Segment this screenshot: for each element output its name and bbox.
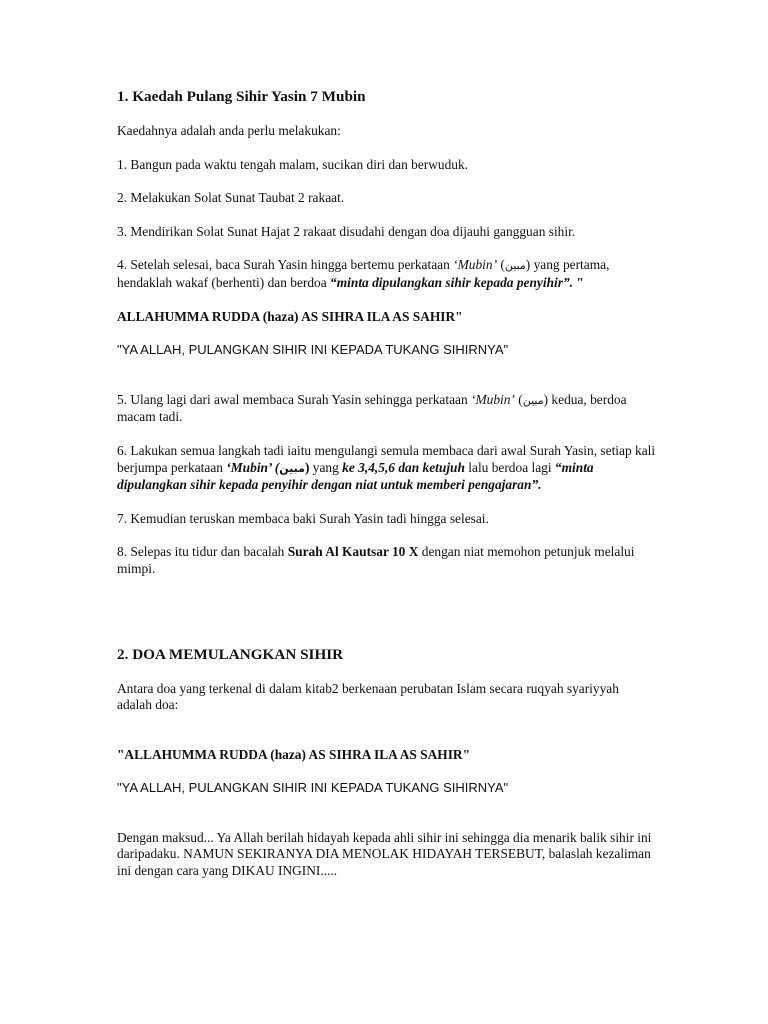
step-2: 2. Melakukan Solat Sunat Taubat 2 rakaat.: [117, 190, 345, 206]
step-5-arabic: مبين: [522, 393, 544, 407]
step-4: [117, 257, 657, 291]
section2-intro: Antara doa yang terkenal di dalam kitab2 berkenaan perubatan Islam secara ruqyah syariyyah adalah doa:: [117, 680, 619, 713]
step-4-mubin: ‘Mubin’: [453, 257, 498, 273]
step-6-ke: ke 3,4,5,6 dan ketujuh: [342, 459, 465, 475]
step-6-arabic: مبين: [279, 461, 305, 475]
section2-title: 2. DOA MEMULANGKAN SIHIR: [117, 645, 344, 663]
doa-malay-1: "YA ALLAH, PULANGKAN SIHIR INI KEPADA TUKANG SIHIRNYA": [117, 342, 509, 358]
step-4-text-b: ) yang pertama, hendaklah wakaf (berhenti) dan berdoa: [117, 257, 610, 290]
step-8-text-a: 8. Selepas itu tidur dan bacalah: [117, 544, 288, 560]
step-4-quote: “minta dipulangkan sihir kepada penyihir”.: [330, 274, 573, 290]
step-4-text-c: ": [573, 274, 584, 290]
step-5-paren: (: [514, 391, 523, 407]
step-6-quote: “minta dipulangkan sihir kepada penyihir dengan niat untuk memberi pengajaran”.: [117, 459, 594, 493]
step-6-text-a: 6. Lakukan semua langkah tadi iaitu mengulangi semula membaca dari awal Surah Yasin, setiap kali berjumpa perkataan: [117, 442, 656, 475]
step-8-text-b: dengan niat memohon petunjuk melalui mimpi.: [117, 544, 635, 576]
document-page: [117, 88, 657, 897]
step-5-text-a: 5. Ulang lagi dari awal membaca Surah Yasin sehingga perkataan: [117, 391, 472, 407]
step-8-bold: Surah Al Kautsar 10 X: [287, 544, 419, 560]
step-5-text-b: ) kedua, berdoa macam tadi.: [117, 391, 627, 425]
step-5-mubin: ‘Mubin’: [471, 391, 515, 407]
step-3: 3. Mendirikan Solat Sunat Hajat 2 rakaat disudahi dengan doa dijauhi gangguan sihir.: [117, 223, 576, 239]
step-6-mubin-close: ): [304, 459, 310, 475]
step-4-paren: (: [497, 257, 505, 273]
step-7: 7. Kemudian teruskan membaca baki Surah Yasin tadi hingga selesai.: [117, 510, 489, 526]
step-1: 1. Bangun pada waktu tengah malam, sucikan diri dan berwuduk.: [117, 156, 469, 172]
step-6: [117, 443, 657, 494]
step-5: [117, 392, 657, 426]
step-4-arabic: مبين: [504, 259, 526, 273]
doa-arab-2: "ALLAHUMMA RUDDA (haza) AS SIHRA ILA AS SAHIR": [117, 746, 471, 762]
doa-malay-2: "YA ALLAH, PULANGKAN SIHIR INI KEPADA TUKANG SIHIRNYA": [117, 780, 509, 796]
step-6-text-b: yang: [309, 459, 343, 475]
doa-arab-1: ALLAHUMMA RUDDA (haza) AS SIHRA ILA AS SAHIR": [117, 308, 463, 324]
step-4-text-a: 4. Setelah selesai, baca Surah Yasin hingga bertemu perkataan: [117, 257, 454, 273]
step-8: [117, 544, 657, 577]
section1-title: 1. Kaedah Pulang Sihir Yasin 7 Mubin: [117, 88, 366, 105]
step-6-mubin: ‘Mubin’ (: [226, 459, 280, 475]
section2-closing: Dengan maksud... Ya Allah berilah hidayah kepada ahli sihir ini sehingga dia menarik balik sihir ini daripadaku. NAMUN SEKIRANYA DIA MENOLAK HIDAYAH TERSEBUT, balaslah kezaliman ini dengan cara yang DIKAU INGINI.....: [117, 829, 652, 879]
section1-intro: Kaedahnya adalah anda perlu melakukan:: [117, 123, 341, 138]
step-6-text-c: lalu berdoa lagi: [464, 459, 555, 475]
